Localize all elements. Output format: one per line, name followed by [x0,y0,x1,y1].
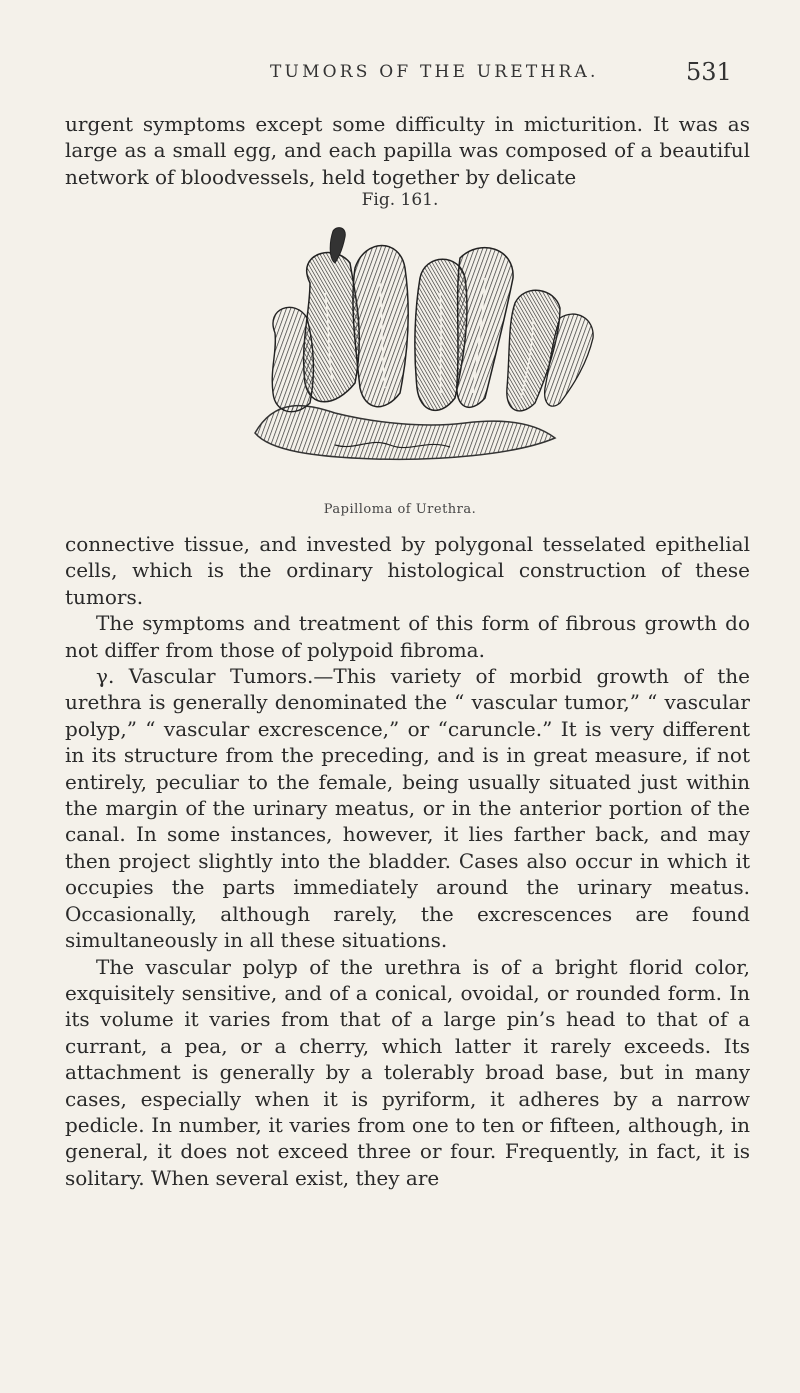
paragraph-continuation: urgent symptoms except some difficulty in micturition. It was as large as a small egg, and each papilla was composed of a beautiful network of bloodvessels, held together by delicate [65,112,750,189]
text-block-top [65,111,750,190]
text-block-bottom [65,531,750,1191]
running-head [0,58,800,92]
paragraph: connective tissue, and invested by polygonal tesselated epithelial cells, which is the ordinary histological construction of these tumors. [65,532,750,609]
page-number: 531 [686,58,732,86]
papilloma-illustration-icon [215,223,615,468]
paragraph: γ. Vascular Tumors.—This variety of morbid growth of the urethra is generally denominated the “ vascular tumor,” “ vascular polyp,” “ vascular excrescence,” or “caruncle.” It is very different in its structure from the preceding, and is in great measure, if not entirely, peculiar to the female, being usually situated just within the margin of the urinary meatus, or in the anterior portion of the canal. In some instances, however, it lies farther back, and may then project slightly into the bladder. Cases also occur in which it occupies the parts immediately around the urinary meatus. Occasionally, although rarely, the excrescences are found simultaneously in all these situations. [65,664,750,953]
figure [195,190,635,520]
figure-caption: Papilloma of Urethra. [323,502,477,517]
paragraph: The vascular polyp of the urethra is of a bright florid color, exquisitely sensitive, and of a conical, ovoidal, or rounded form. In its volume it varies from that of a large pin’s head to that of a currant, a pea, or a cherry, which latter it rarely exceeds. Its attachment is generally by a tolerably broad base, but in many cases, especially when it is pyriform, it adheres by a narrow pedicle. In number, it varies from one to ten or fifteen, although, in general, it does not exceed three or four. Frequently, in fact, it is solitary. When several exist, they are [65,954,750,1190]
running-title: TUMORS OF THE URETHRA. [270,62,599,82]
figure-label: Fig. 161. [361,190,439,210]
paragraph: The symptoms and treatment of this form of fibrous growth do not differ from those of polypoid fibroma. [65,611,750,662]
